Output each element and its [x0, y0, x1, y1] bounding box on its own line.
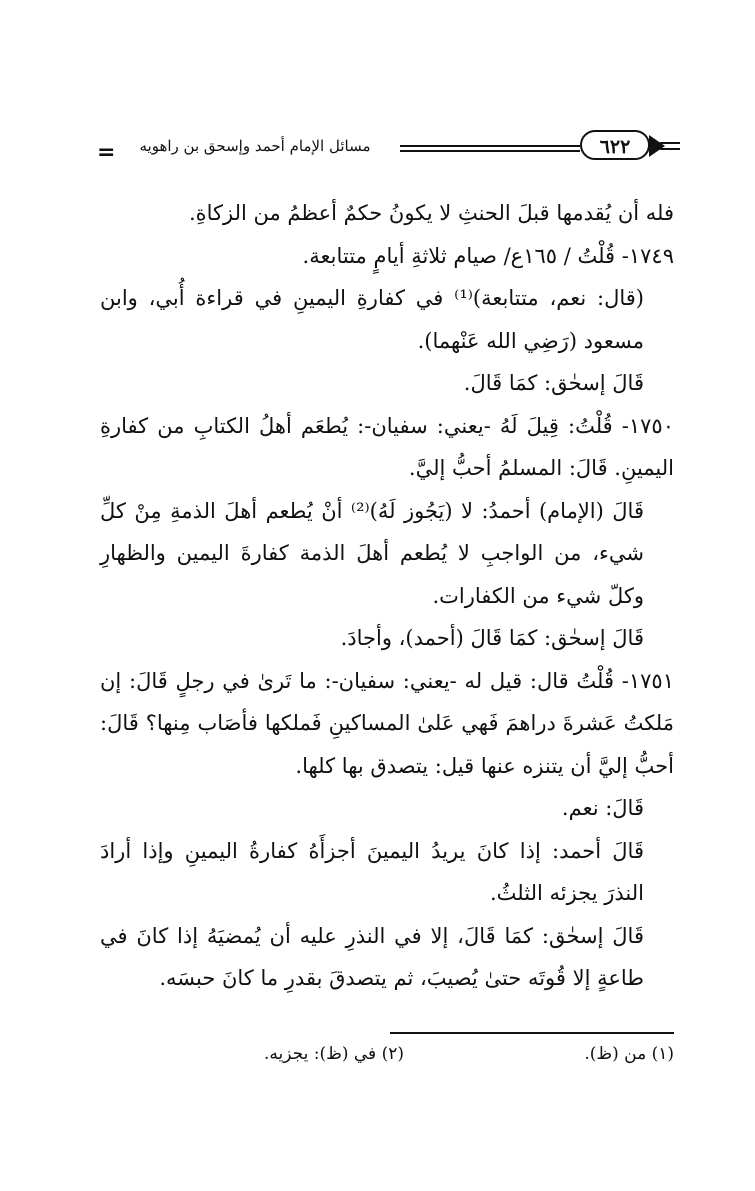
header-title-block — [95, 134, 400, 165]
header-ornament — [660, 142, 680, 150]
paragraph: قَالَ إسحٰق: كمَا قَالَ، إلا في النذرِ عليه أن يُمضيَهُ إذا كانَ في طاعةٍ إلا قُوتَه حتىٰ يُصيبَ، ثم يتصدقَ بقدرِ ما كانَ حبسَه. — [100, 923, 644, 990]
footnote-separator — [390, 1032, 674, 1034]
paragraph: قَالَ (الإمام) أحمدُ: لا (يَجُوز لَهُ)⁽²⁾ أنْ يُطعم أهلَ الذمةِ مِنْ كلِّ شيء، من الواجبِ لا يُطعم أهلَ الذمة كفارةَ اليمين والظهارِ وكلّ شيء من الكفارات. — [100, 498, 644, 608]
footnotes — [100, 1044, 674, 1074]
paragraph: قَالَ إسحٰق: كمَا قَالَ. — [463, 371, 644, 395]
entry-1750-heading: ١٧٥٠- قُلْتُ: قِيلَ لَهُ -يعني: سفيان-: يُطعَم أهلُ الكتابِ من كفارةِ اليمينِ. قَالَ: المسلمُ أحبُّ إليَّ. — [100, 413, 674, 480]
paragraph: قَالَ إسحٰق: كمَا قَالَ (أحمد)، وأجادَ. — [340, 626, 644, 650]
header-rule — [400, 145, 580, 152]
paragraph: قَالَ: نعم. — [561, 796, 644, 820]
footnote-1: (١) من (ظ). — [584, 1044, 674, 1064]
footnote-2: (٢) في (ظ): يجزيه. — [264, 1044, 404, 1064]
main-text — [100, 192, 674, 1000]
header-end-mark: = — [97, 140, 116, 165]
page-number: ٦٢٢ — [580, 130, 650, 160]
book-title: مسائل الإمام أحمد وإسحق بن راهويه — [139, 137, 371, 155]
paragraph: فله أن يُقدمها قبلَ الحنثِ لا يكونُ حكمٌ أعظمُ من الزكاةِ. — [188, 201, 674, 225]
paragraph: قَالَ أحمد: إذا كانَ يريدُ اليمينَ أجزأَهُ كفارةُ اليمينِ وإذا أرادَ النذرَ يجزئه الثلثُ. — [100, 838, 644, 905]
entry-1749-heading: ١٧٤٩- قُلْتُ / ١٦٥ع/ صيام ثلاثةِ أيامٍ متتابعة. — [302, 243, 674, 268]
running-header — [95, 128, 675, 168]
entry-1751-heading: ١٧٥١- قُلْتُ قال: قيل له -يعني: سفيان-: ما تَرىٰ في رجلٍ قَالَ: إن مَلكتُ عَشرةَ دراهمَ فَهي عَلىٰ المساكينِ فَملكها فأصَاب مِنها؟ قَالَ: أحبُّ إليَّ أن يتنزه عنها قيل: يتصدق بها كلها. — [100, 668, 674, 778]
paragraph: (قال: نعم، متتابعة)⁽¹⁾ في كفارةِ اليمينِ في قراءة أُبي، وابن مسعود (رَضِي الله عَنْهما). — [100, 286, 644, 353]
